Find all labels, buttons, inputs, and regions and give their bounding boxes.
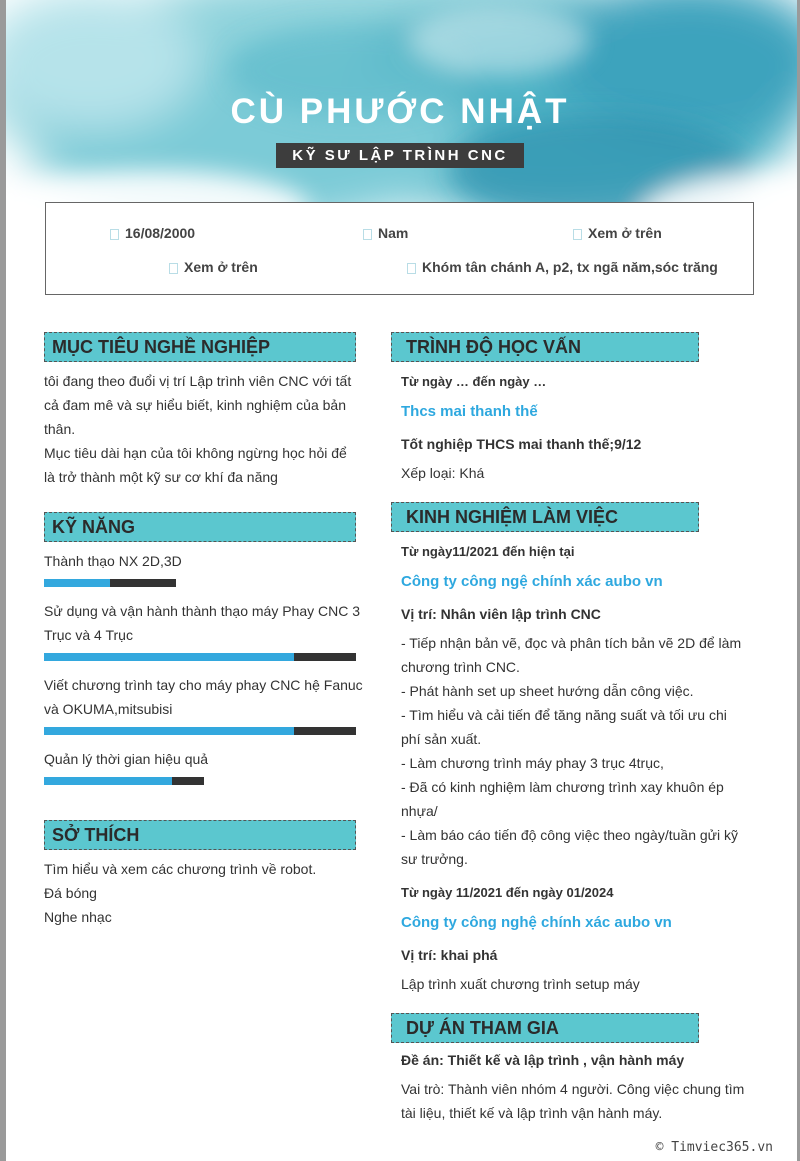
company-name: Công ty công ngệ chính xác aubo vn	[401, 573, 663, 590]
page-edge-left	[0, 0, 6, 1161]
skill-label: Quản lý thời gian hiệu quả	[44, 751, 209, 767]
job-duties: - Tiếp nhận bản vẽ, đọc và phân tích bản vẽ 2D để làm chương trình CNC. - Phát hành set up sheet hướng dẫn công việc. - Tìm hiểu và cải tiến để tăng năng suất và tối ưu chi phí sản xuất. - Làm chương trình máy phay 3 trục 4trục, - Đã có kinh nghiệm làm chương trình xay khuôn ép nhựa/ - Làm báo cáo tiến độ công việc theo ngày/tuần gửi kỹ sư trưởng.	[401, 635, 742, 867]
email-field: Xem ở trên	[169, 259, 258, 275]
skill-label: Thành thạo NX 2D,3D	[44, 553, 182, 569]
job-position: Vị trí: khai phá	[401, 947, 498, 963]
job-duties: Lập trình xuất chương trình setup máy	[401, 976, 640, 992]
projects-heading: DỰ ÁN THAM GIA	[391, 1013, 699, 1043]
email-icon	[169, 263, 178, 274]
education-period: Từ ngày … đến ngày …	[401, 374, 547, 389]
birthday-field: 16/08/2000	[110, 225, 195, 241]
skill-bar-fill	[44, 727, 294, 735]
skill-bar-fill	[44, 653, 294, 661]
company-name: Công ty công nghệ chính xác aubo vn	[401, 914, 672, 931]
gender-icon	[363, 229, 372, 240]
skill-bar-fill	[44, 579, 110, 587]
project-name: Đề án: Thiết kế và lập trình , vận hành máy	[401, 1052, 685, 1068]
watermark: © Timviec365.vn	[655, 1140, 773, 1155]
skill-bar	[44, 727, 356, 735]
job-period: Từ ngày 11/2021 đến ngày 01/2024	[401, 885, 614, 900]
project-description: Vai trò: Thành viên nhóm 4 người. Công việc chung tìm tài liệu, thiết kế và lập trình vận hành máy.	[401, 1081, 745, 1121]
objective-text: tôi đang theo đuổi vị trí Lập trình viên CNC với tất cả đam mê và sự hiểu biết, kinh nghiệm của bản thân. Mục tiêu dài hạn của tôi không ngừng học hỏi để là trở thành một kỹ sư cơ khí đa năng	[44, 373, 352, 485]
skill-bar	[44, 653, 356, 661]
calendar-icon	[110, 229, 119, 240]
hobbies-heading: SỞ THÍCH	[44, 820, 356, 850]
skill-bar-fill	[44, 777, 172, 785]
gender-field: Nam	[363, 225, 408, 241]
skills-heading: KỸ NĂNG	[44, 512, 356, 542]
job-title: KỸ SƯ LẬP TRÌNH CNC	[276, 143, 524, 168]
skill-bar	[44, 579, 176, 587]
skill-label: Viết chương trình tay cho máy phay CNC hệ Fanuc và OKUMA,mitsubisi	[44, 677, 363, 717]
hobbies-text: Tìm hiểu và xem các chương trình về robot. Đá bóng Nghe nhạc	[44, 861, 317, 925]
candidate-name: CÙ PHƯỚC NHẬT	[230, 92, 570, 131]
location-icon	[407, 263, 416, 274]
education-heading: TRÌNH ĐỘ HỌC VẤN	[391, 332, 699, 362]
school-name: Thcs mai thanh thế	[401, 403, 538, 420]
degree: Tốt nghiệp THCS mai thanh thế;9/12	[401, 436, 642, 452]
phone-field: Xem ở trên	[573, 225, 662, 241]
phone-icon	[573, 229, 582, 240]
address-field: Khóm tân chánh A, p2, tx ngã năm,sóc trăng	[407, 259, 718, 275]
skill-label: Sử dụng và vận hành thành thạo máy Phay CNC 3 Trục và 4 Trục	[44, 603, 361, 643]
personal-info-box	[45, 202, 754, 295]
grade: Xếp loại: Khá	[401, 465, 485, 481]
experience-heading: KINH NGHIỆM LÀM VIỆC	[391, 502, 699, 532]
skill-bar	[44, 777, 204, 785]
objective-heading: MỤC TIÊU NGHỀ NGHIỆP	[44, 332, 356, 362]
job-period: Từ ngày11/2021 đến hiện tại	[401, 544, 575, 559]
job-position: Vị trí: Nhân viên lập trình CNC	[401, 606, 601, 622]
